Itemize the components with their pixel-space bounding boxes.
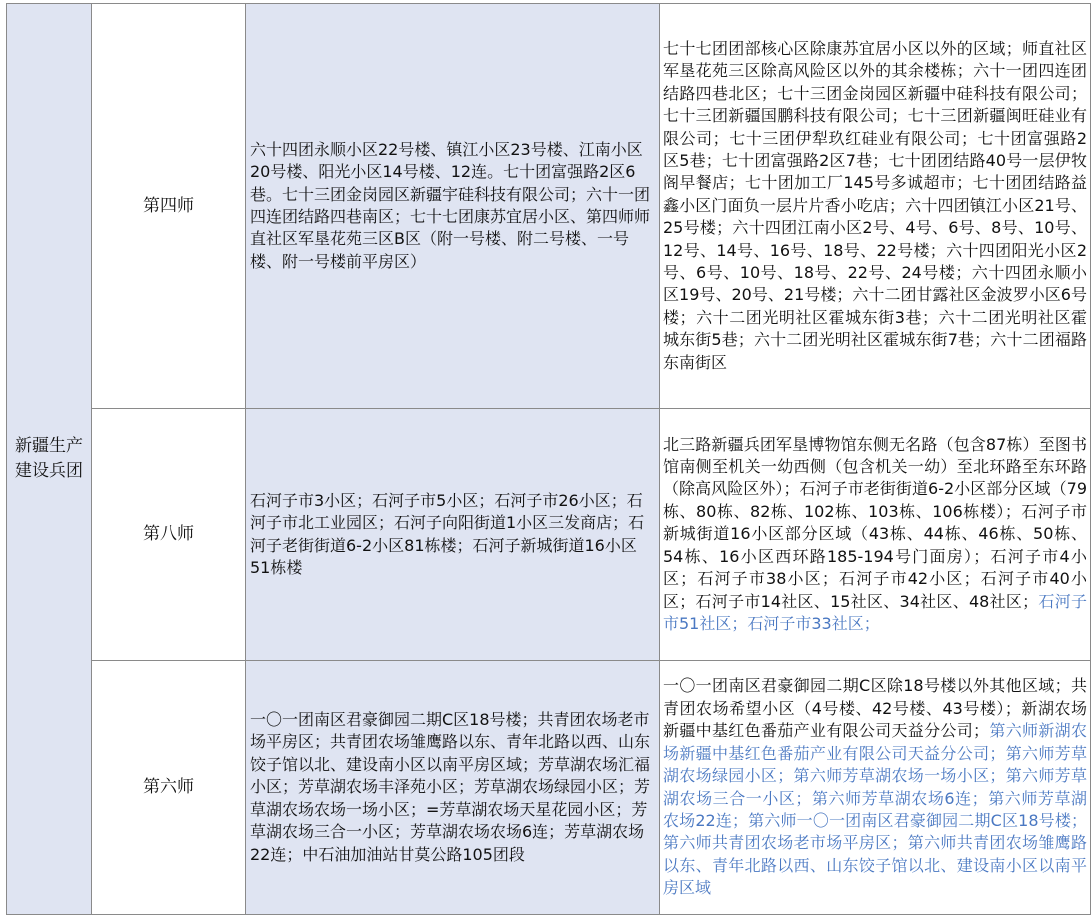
high-risk-cell <box>246 661 660 915</box>
division-label: 第四师 <box>143 195 194 216</box>
medium-risk-text: 一〇一团南区君豪御园二期C区除18号楼以外其他区域；共青团农场希望小区（4号楼、42号楼、43号楼）；新湖农场新疆中基红色番茄产业有限公司天益分公司； <box>663 676 1087 741</box>
table-row <box>7 4 1091 409</box>
medium-risk-text: 北三路新疆兵团军垦博物馆东侧无名路（包含87栋）至图书馆南侧至机关一幼西侧（包含机关一幼）至北环路至东环路（除高风险区外）；石河子市老街街道6-2小区部分区域（79栋、80栋、82栋、102栋、103栋、106栋楼）；石河子市新城街道16小区部分区域（43栋、44栋、46栋、50栋、54栋、16小区西环路185-194号门面房）；石河子市4小区；石河子市38小区；石河子市42小区；石河子市40小区；石河子市14社区、15社区、34社区、48社区； <box>663 434 1087 611</box>
division-cell <box>92 409 246 661</box>
corps-label: 新疆生产建设兵团 <box>15 436 83 481</box>
division-cell <box>92 4 246 409</box>
medium-risk-cell <box>660 409 1091 661</box>
corps-cell <box>7 4 92 915</box>
division-label: 第八师 <box>143 524 194 545</box>
high-risk-text: 六十四团永顺小区22号楼、镇江小区23号楼、江南小区20号楼、阳光小区14号楼、12连。七十团富强路2区6巷。七十三团金岗园区新疆宇硅科技有限公司；六十一团四连团结路四巷南区；七十七团康苏宜居小区、第四师师直社区军垦花苑三区B区（附一号楼、附二号楼、一号楼、附一号楼前平房区） <box>250 139 651 271</box>
division-label: 第六师 <box>143 777 194 798</box>
medium-risk-cell <box>660 4 1091 409</box>
medium-risk-text: 七十七团团部核心区除康苏宜居小区以外的区域；师直社区军垦花苑三区除高风险区以外的其余楼栋；六十一团四连团结路四巷北区；七十三团金岗园区新疆中硅科技有限公司；七十三团新疆国鹏科技有限公司；七十三团新疆闽旺硅业有限公司；七十三团伊犁玖红硅业有限公司；七十团富强路2区5巷；七十团富强路2区7巷；七十团团结路40号一层伊牧阁早餐店；七十团加工厂145号多诚超市；七十团团结路益鑫小区门面负一层片片香小吃店；六十四团镇江小区21号、25号楼；六十四团江南小区2号、4号、6号、8号、10号、12号、14号、16号、18号、22号楼；六十四团阳光小区2号、6号、10号、18号、22号、24号楼；六十四团永顺小区19号、20号、21号楼；六十二团甘露社区金波罗小区6号楼；六十二团光明社区霍城东街3巷；六十二团光明社区霍城东街5巷；六十二团光明社区霍城东街7巷；六十二团福路东南街区 <box>663 38 1087 372</box>
medium-risk-text-highlight: 第六师新湖农场新疆中基红色番茄产业有限公司天益分公司；第六师芳草湖农场绿园小区；第六师芳草湖农场一场小区；第六师芳草湖农场三合一小区；第六师芳草湖农场6连；第六师芳草湖农场22连；第六师一〇一团南区君豪御园二期C区18号楼；第六师共青团农场老市场平房区；第六师共青团农场雏鹰路以东、青年北路以西、山东饺子馆以北、建设南小区以南平房区域 <box>663 721 1087 898</box>
medium-risk-text-highlight: 石河子市51社区；石河子市33社区； <box>663 591 1087 633</box>
risk-area-table <box>6 3 1091 915</box>
medium-risk-cell <box>660 661 1091 915</box>
high-risk-text: 一〇一团南区君豪御园二期C区18号楼；共青团农场老市场平房区；共青团农场雏鹰路以东、青年北路以西、山东饺子馆以北、建设南小区以南平房区域；芳草湖农场汇福小区；芳草湖农场丰泽苑小区；芳草湖农场绿园小区；芳草湖农场农场一场小区；=芳草湖农场天星花园小区；芳草湖农场三合一小区；芳草湖农场农场6连；芳草湖农场22连；中石油加油站甘莫公路105团段 <box>250 710 651 864</box>
high-risk-cell <box>246 4 660 409</box>
table-row <box>7 661 1091 915</box>
high-risk-text: 石河子市3小区；石河子市5小区；石河子市26小区；石河子市北工业园区；石河子向阳街道1小区三发商店；石河子老街街道6-2小区81栋楼；石河子新城街道16小区51栋楼 <box>250 490 645 577</box>
table-row <box>7 409 1091 661</box>
division-cell <box>92 661 246 915</box>
high-risk-cell <box>246 409 660 661</box>
